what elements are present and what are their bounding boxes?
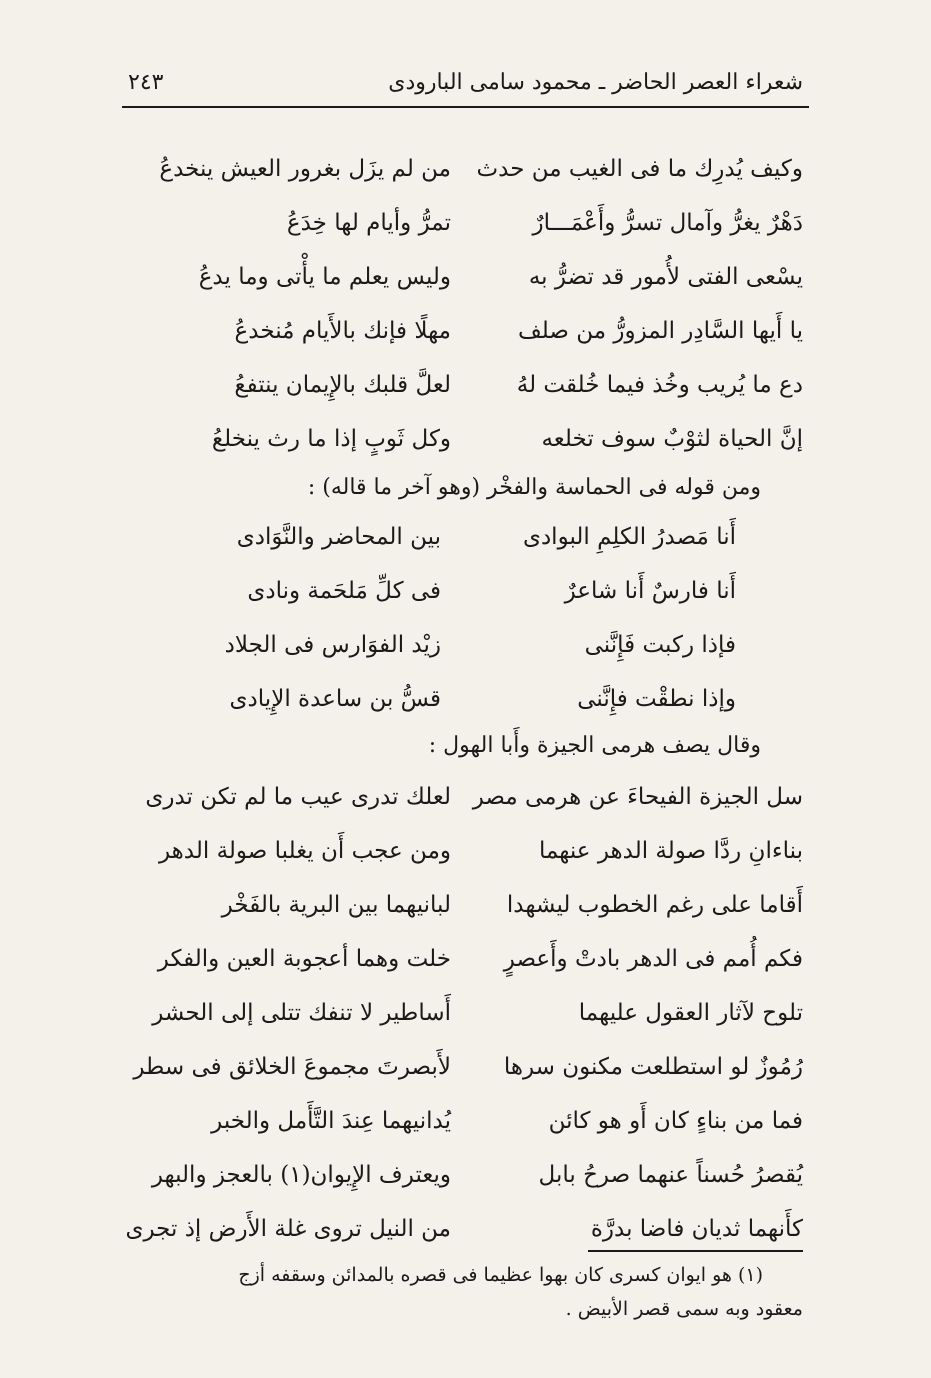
verse xyxy=(0,250,931,304)
second-hemistich: خلت وهما أعجوبة العين والفكر xyxy=(157,946,451,972)
first-hemistich: أَقاما على رغم الخطوب ليشهدا xyxy=(506,892,803,918)
first-hemistich: بناءانِ ردَّا صولة الدهر عنهما xyxy=(538,838,803,864)
first-hemistich: دَهْرٌ يغرُّ وآمال تسرُّ وأَعْمَـــارٌ xyxy=(532,210,803,236)
second-hemistich: مهلًا فإنك بالأَيام مُنخدعُ xyxy=(234,318,451,344)
verse xyxy=(0,1202,931,1256)
second-hemistich: ومن عجب أَن يغلبا صولة الدهر xyxy=(158,838,451,864)
verse xyxy=(0,986,931,1040)
first-hemistich: إنَّ الحياة لثوْبٌ سوف تخلعه xyxy=(541,426,803,452)
section-intro: ومن قوله فى الحماسة والفخْر (وهو آخر ما قاله) : xyxy=(307,475,761,500)
verse xyxy=(0,1148,931,1202)
page-header xyxy=(128,62,803,102)
first-hemistich: تلوح لآثار العقول عليهما xyxy=(578,1000,803,1026)
first-hemistich: يُقصرُ حُسناً عنهما صرحُ بابل xyxy=(538,1162,803,1188)
second-hemistich: لأَبصرتَ مجموعَ الخلائق فى سطر xyxy=(133,1054,451,1080)
verse xyxy=(0,1094,931,1148)
second-hemistich: قسُّ بن ساعدة الإِيادى xyxy=(229,686,441,712)
first-hemistich: فإذا ركبت فَإِنَّنى xyxy=(584,632,736,658)
poem-1 xyxy=(0,142,931,466)
second-hemistich: زيْد الفوَارس فى الجلاد xyxy=(224,632,441,658)
first-hemistich: يسْعى الفتى لأُمور قد تضرُّ به xyxy=(528,264,803,290)
section-intro: وقال يصف هرمى الجيزة وأَبا الهول : xyxy=(428,733,761,758)
second-hemistich: أَساطير لا تنفك تتلى إلى الحشر xyxy=(152,1000,451,1026)
second-hemistich: يُدانيهما عِندَ التَّأَمل والخبر xyxy=(211,1108,451,1134)
verse xyxy=(0,618,931,672)
second-hemistich: بين المحاضر والنَّوَادى xyxy=(236,524,441,550)
running-title: شعراء العصر الحاضر ـ محمود سامى البارودى xyxy=(388,69,803,95)
first-hemistich: رُمُوزٌ لو استطلعت مكنون سرها xyxy=(503,1054,803,1080)
verse xyxy=(0,358,931,412)
first-hemistich: فما من بناءٍ كان أَو هو كائن xyxy=(548,1108,803,1134)
second-hemistich: من لم يزَل بغرور العيش ينخدعُ xyxy=(159,156,451,182)
first-hemistich: أَنا مَصدرُ الكلِمِ البوادى xyxy=(522,524,736,550)
verse xyxy=(0,1040,931,1094)
verse xyxy=(0,142,931,196)
first-hemistich: فكم أُمم فى الدهر بادتْ وأَعصرٍ xyxy=(503,946,803,972)
verse xyxy=(0,878,931,932)
second-hemistich: لبانيهما بين البرية بالفَخْر xyxy=(221,892,451,918)
verse xyxy=(0,304,931,358)
first-hemistich: يا أَيها السَّادِر المزورُّ من صلف xyxy=(517,318,803,344)
first-hemistich: أَنا فارسٌ أَنا شاعرٌ xyxy=(564,578,736,604)
footnote-divider xyxy=(588,1250,803,1252)
verse xyxy=(0,770,931,824)
second-hemistich: وكل ثَوبٍ إذا ما رث ينخلعُ xyxy=(211,426,451,452)
first-hemistich: كأَنهما ثديان فاضا بدرَّة xyxy=(590,1216,803,1242)
header-divider xyxy=(122,106,809,108)
verse xyxy=(0,932,931,986)
first-hemistich: وكيف يُدرِك ما فى الغيب من حدث xyxy=(476,156,803,182)
second-hemistich: فى كلِّ مَلحَمة ونادى xyxy=(247,578,441,604)
second-hemistich: لعلَّ قلبك بالإِيمان ينتفعُ xyxy=(234,372,451,398)
second-hemistich: لعلك تدرى عيب ما لم تكن تدرى xyxy=(145,784,451,810)
first-hemistich: سل الجيزة الفيحاءَ عن هرمى مصر xyxy=(472,784,803,810)
footnote-line: معقود وبه سمى قصر الأبيض . xyxy=(565,1298,803,1320)
second-hemistich: وليس يعلم ما يأْتى وما يدعُ xyxy=(198,264,451,290)
first-hemistich: دع ما يُريب وخُذ فيما خُلقت لهُ xyxy=(516,372,803,398)
poem-2 xyxy=(0,510,931,726)
footnote xyxy=(128,1258,803,1326)
verse xyxy=(0,824,931,878)
second-hemistich: ويعترف الإِيوان(١) بالعجز والبهر xyxy=(151,1162,451,1188)
second-hemistich: تمرُّ وأيام لها خِدَعُ xyxy=(286,210,451,236)
footnote-line: (١) هو ايوان كسرى كان بهوا عظيما فى قصره بالمدائن وسقفه أزج xyxy=(238,1264,763,1286)
poem-3 xyxy=(0,770,931,1256)
page-number: ٢٤٣ xyxy=(128,69,164,95)
verse xyxy=(0,196,931,250)
verse xyxy=(0,510,931,564)
verse xyxy=(0,564,931,618)
verse xyxy=(0,672,931,726)
second-hemistich: من النيل تروى غلة الأَرض إذ تجرى xyxy=(125,1216,451,1242)
verse xyxy=(0,412,931,466)
first-hemistich: وإذا نطقْت فإِنَّنى xyxy=(577,686,736,712)
